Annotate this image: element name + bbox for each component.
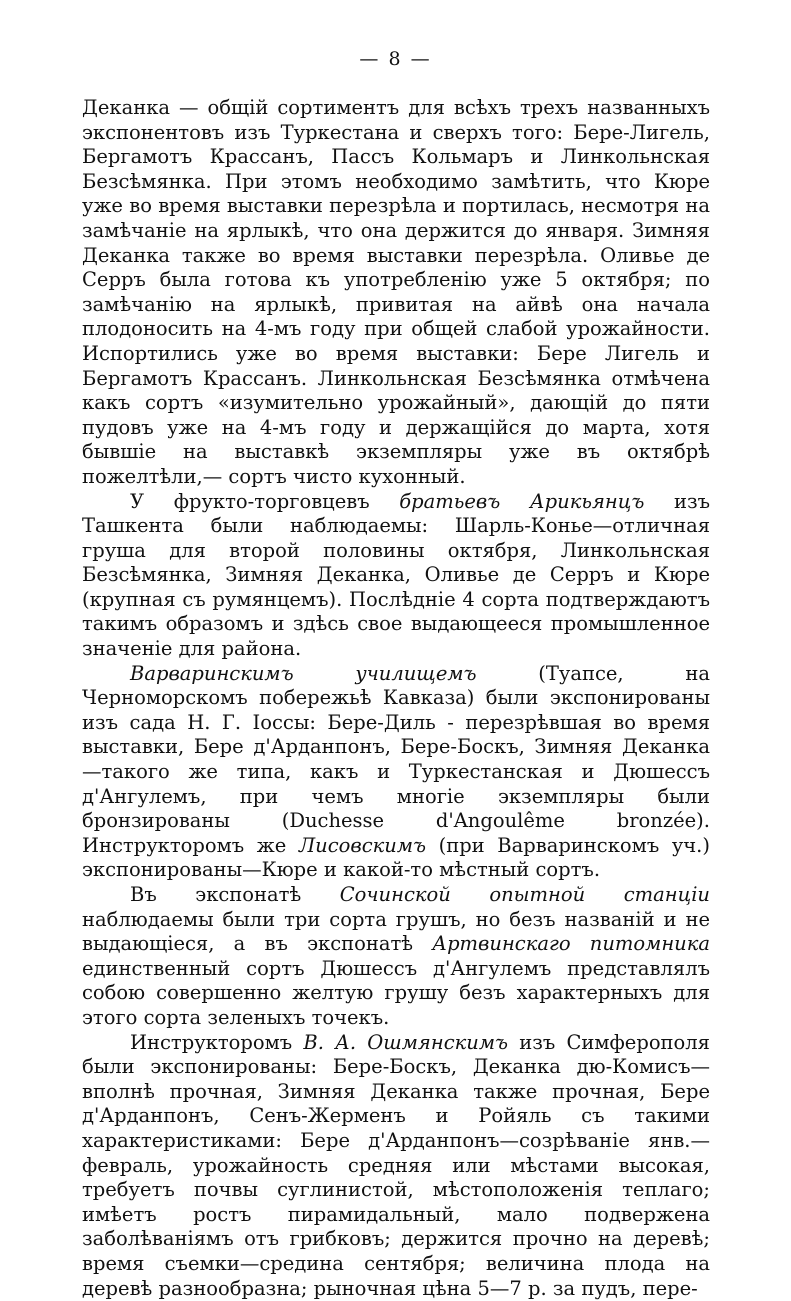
paragraph-4-emphasis-a: Сочинской опытной станціи xyxy=(339,883,710,906)
paragraph-4 xyxy=(82,883,710,1031)
paragraph-3-emphasis-b: Лисовскимъ xyxy=(298,833,426,857)
body-text xyxy=(82,96,710,1301)
paragraph-5-text-a: Инструкторомъ xyxy=(130,1030,304,1054)
paragraph-3-emphasis-a: Варваринскимъ училищемъ xyxy=(130,661,477,685)
paragraph-4-text-a: Въ экспонатѣ xyxy=(130,883,340,906)
paragraph-5-text-b: изъ Симферополя были экспонированы: Бере-Боскъ, Деканка дю-Комисъ—вполнѣ прочная, Зимняя Деканка также прочная, Бере д'Арданпонъ, Сенъ-Жерменъ и Ройяль съ такими характеристиками: Бере д'Арданпонъ—созрѣваніе янв.—февраль, урожайность средняя или мѣстами высокая, требуетъ почвы суглинистой, мѣстоположенія теплаго; имѣетъ ростъ пирамидальный, мало подвержена заболѣваніямъ отъ грибковъ; держится прочно на деревѣ; время съемки—средина сентября; величина плода на деревѣ разнообразна; рыночная цѣна 5—7 р. за пудъ, пере- xyxy=(82,1030,710,1300)
paragraph-4-text-b: наблюдаемы были три сорта грушъ, но безъ названій и не выдающіеся, а въ экспонатѣ xyxy=(82,907,710,956)
paragraph-1 xyxy=(82,96,710,490)
paragraph-5 xyxy=(82,1031,710,1301)
paragraph-5-emphasis-a: В. А. Ошмянскимъ xyxy=(303,1030,508,1054)
paragraph-3-text-a: (Туапсе, на Черноморскомъ побережьѣ Кавказа) были экспонированы изъ сада Н. Г. Іоссы: Бере-Диль - перезрѣвшая во время выставки, Бере д'Арданпонъ, Бере-Боскъ, Зимняя Деканка—такого же типа, какъ и Туркестанская и Дюшессъ д'Ангулемъ, при чемъ многіе экземпляры были бронзированы (Duchesse d'Angoulême bronzée). Инструкторомъ же xyxy=(82,661,710,857)
paragraph-3 xyxy=(82,662,710,883)
paragraph-4-text-c: единственный сортъ Дюшессъ д'Ангулемъ представлялъ собою совершенно желтую грушу безъ характерныхъ для этого сорта зеленыхъ точекъ. xyxy=(82,956,710,1029)
paragraph-2-text-a: У фрукто-торговцевъ xyxy=(130,489,400,513)
page-number: — 8 — xyxy=(359,48,432,70)
paragraph-1-text: Деканка — общій сортиментъ для всѣхъ трехъ названныхъ экспонентовъ изъ Туркестана и сверхъ того: Бере-Лигель, Бергамотъ Крассанъ, Пассъ Кольмаръ и Линкольнская Безсѣмянка. При этомъ необходимо замѣтить, что Кюре уже во время выставки перезрѣла и портилась, несмотря на замѣчаніе на ярлыкѣ, что она держится до января. Зимняя Деканка также во время выставки перезрѣла. Оливье де Серръ была готова къ употребленію уже 5 октября; по замѣчанію на ярлыкѣ, привитая на айвѣ она начала плодоносить на 4-мъ году при общей слабой урожайности. Испортились уже во время выставки: Бере Лигель и Бергамотъ Крассанъ. Линкольнская Безсѣмянка отмѣчена какъ сортъ «изумительно урожайный», дающій до пяти пудовъ уже на 4-мъ году и держащійся до марта, хотя бывшіе на выставкѣ экземпляры уже въ октябрѣ пожелтѣли,— сортъ чисто кухонный. xyxy=(82,96,710,488)
paragraph-2-text-b: изъ Ташкента были наблюдаемы: Шарль-Конье—отличная груша для второй половины октября, Линкольнская Безсѣмянка, Зимняя Деканка, Оливье де Серръ и Кюре (крупная съ румянцемъ). Послѣдніе 4 сорта подтверждаютъ такимъ образомъ и здѣсь свое выдающееся промышленное значеніе для района. xyxy=(82,489,710,661)
paragraph-4-emphasis-b: Артвинскаго питомника xyxy=(432,932,710,956)
paragraph-2-emphasis-a: братьевъ Арикьянцъ xyxy=(399,489,645,513)
paragraph-3-text-b: (при Варваринскомъ уч.) экспонированы—Кюре и какой-то мѣстный сортъ. xyxy=(82,833,710,882)
paragraph-2 xyxy=(82,490,710,662)
